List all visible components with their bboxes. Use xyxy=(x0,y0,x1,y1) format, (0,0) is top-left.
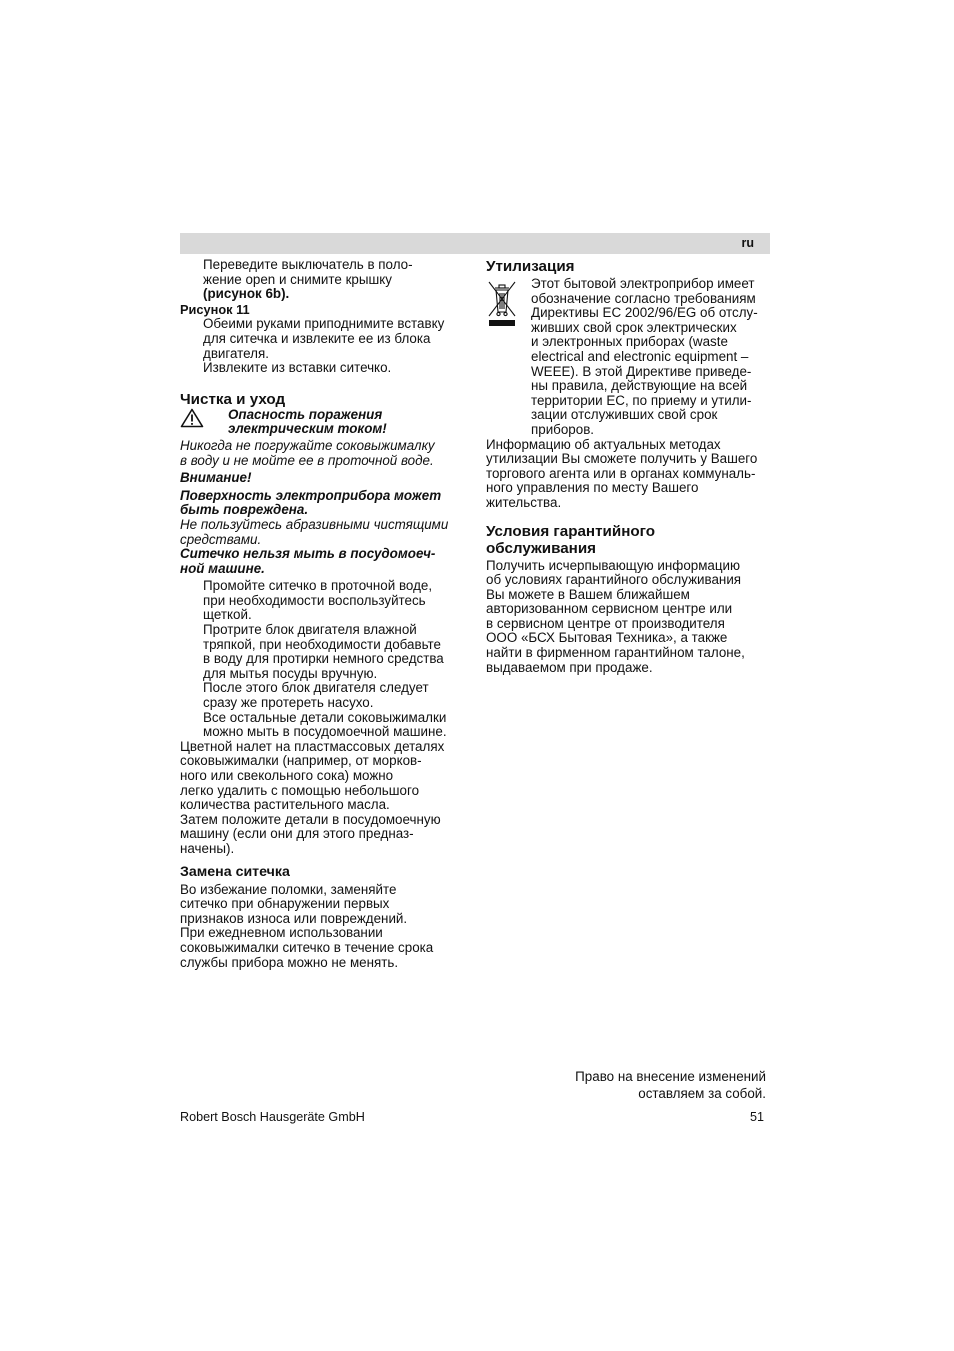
text-line: соковыжималки (например, от морков- xyxy=(180,753,422,769)
text-line: для мытья посуды вручную. xyxy=(203,665,378,681)
text-line: при необходимости воспользуйтесь xyxy=(203,592,426,608)
disposal-heading: Утилизация xyxy=(486,258,575,275)
text-line: легко удалить с помощью небольшого xyxy=(180,782,420,798)
text-line: ного или свекольного сока) можно xyxy=(180,768,394,783)
text-line: щеткой. xyxy=(203,607,252,623)
warning-triangle-icon xyxy=(180,408,204,428)
danger-warning xyxy=(180,408,470,437)
text-line: ситечко при обнаружении первых xyxy=(180,896,390,912)
text-line: авторизованном сервисном центре или xyxy=(486,601,733,617)
rights-note xyxy=(575,1068,766,1102)
text-line: зации отслуживших свой срок xyxy=(531,407,718,423)
left-column xyxy=(180,258,470,970)
text-line: жительства. xyxy=(486,494,562,510)
disposal-info xyxy=(486,438,776,511)
rights-note-line: оставляем за собой. xyxy=(638,1086,766,1101)
text-line: Никогда не погружайте соковыжималку xyxy=(180,437,435,453)
intro-line: жение open и снимите крышку xyxy=(203,271,392,287)
figure-11-steps xyxy=(180,317,470,375)
text-line: Директивы ЕС 2002/96/EG об отслу- xyxy=(531,305,758,321)
text-line: Обеими руками приподнимите вставку xyxy=(203,316,445,332)
no-abrasive-note xyxy=(180,518,470,547)
page-number: 51 xyxy=(749,1110,764,1124)
text-line: Информацию об актуальных методах xyxy=(486,436,721,452)
text-line: Не пользуйтесь абразивными чистящими xyxy=(180,516,449,532)
text-line: electrical and electronic equipment – xyxy=(531,348,749,364)
text-line: найти в фирменном гарантийном талоне, xyxy=(486,645,745,661)
cleaning-steps xyxy=(180,579,470,740)
text-line: быть повреждена. xyxy=(180,502,309,518)
text-line: ной машине. xyxy=(180,560,265,576)
text-line: Все остальные детали соковыжималки xyxy=(203,709,447,725)
text-line: выдаваемом при продаже. xyxy=(486,659,653,675)
warranty-heading-line: Условия гарантийного xyxy=(486,522,656,540)
text-line: Поверхность электроприбора может xyxy=(180,487,442,503)
company-name: Robert Bosch Hausgeräte GmbH xyxy=(180,1110,365,1124)
text-line: Ситечко нельзя мыть в посудомоеч- xyxy=(180,546,436,562)
text-line: для ситечка и извлеките ее из блока xyxy=(203,330,431,346)
text-line: об условиях гарантийного обслуживания xyxy=(486,572,742,588)
text-line: в воду для протирки немного средства xyxy=(203,651,444,667)
language-code: ru xyxy=(741,236,754,250)
text-line: ООО «БСХ Бытовая Техника», а также xyxy=(486,630,728,646)
cleaning-heading: Чистка и уход xyxy=(180,390,286,408)
text-line: утилизации Вы сможете получить у Вашего xyxy=(486,451,758,467)
danger-line: электрическим током! xyxy=(228,421,387,437)
text-line: Во избежание поломки, заменяйте xyxy=(180,881,397,897)
attention-label: Внимание! xyxy=(180,470,252,486)
text-line: Вы можете в Вашем ближайшем xyxy=(486,586,690,602)
text-line: обозначение согласно требованиям xyxy=(531,290,756,306)
text-line: количества растительного масла. xyxy=(180,797,390,813)
text-line: службы прибора можно не менять. xyxy=(180,954,399,970)
strainer-heading: Замена ситечка xyxy=(180,863,290,880)
text-line: средствами. xyxy=(180,531,262,547)
text-line: сразу же протереть насухо. xyxy=(203,695,374,711)
text-line: начены). xyxy=(180,840,235,856)
text-line: Извлеките из вставки ситечко. xyxy=(203,360,392,376)
warranty-heading xyxy=(486,523,776,557)
warranty-heading-line: обслуживания xyxy=(486,539,597,557)
header-bar xyxy=(180,233,770,254)
figure-11-label: Рисунок 11 xyxy=(180,301,250,317)
text-line: торгового агента или в органах коммуналь- xyxy=(486,465,756,481)
text-line: При ежедневном использовании xyxy=(180,925,383,941)
text-line: тряпкой, при необходимости добавьте xyxy=(203,636,441,652)
strainer-paragraph xyxy=(180,883,470,971)
text-line: машину (если они для этого предназ- xyxy=(180,826,414,842)
no-dishwasher-note xyxy=(180,547,470,576)
text-line: в воду и не мойте ее в проточной воде. xyxy=(180,452,434,468)
stains-paragraph xyxy=(180,740,470,857)
text-line: живших свой срок электрических xyxy=(531,319,737,335)
text-line: ны правила, действующие на всей xyxy=(531,378,748,394)
text-line: и электронных приборах (waste xyxy=(531,334,728,350)
text-line: двигателя. xyxy=(203,345,269,361)
text-line: Промойте ситечко в проточной воде, xyxy=(203,578,433,594)
danger-line: Опасность поражения xyxy=(228,406,383,422)
text-line: WEEE). В этой Директиве приведе- xyxy=(531,363,752,379)
text-line: соковыжималки ситечко в течение срока xyxy=(180,939,434,955)
intro-line: (рисунок 6b). xyxy=(203,286,290,302)
text-line: признаков износа или повреждений. xyxy=(180,910,408,926)
never-immerse-note xyxy=(180,439,470,468)
weee-block xyxy=(486,277,776,438)
text-line: Цветной налет на пластмассовых деталях xyxy=(180,738,445,754)
text-line: Получить исчерпывающую информацию xyxy=(486,557,741,573)
text-line: Затем положите детали в посудомоечную xyxy=(180,811,441,827)
text-line: можно мыть в посудомоечной машине. xyxy=(203,724,447,740)
text-line: в сервисном центре от производителя xyxy=(486,615,725,631)
weee-text xyxy=(531,277,758,438)
text-line: ного управления по месту Вашего xyxy=(486,480,699,496)
intro-step xyxy=(180,258,470,302)
right-column xyxy=(486,258,776,675)
text-line: После этого блок двигателя следует xyxy=(203,680,429,696)
intro-line: Переведите выключатель в поло- xyxy=(203,257,413,272)
text-line: приборов. xyxy=(531,421,595,437)
text-line: Этот бытовой электроприбор имеет xyxy=(531,276,755,291)
crossed-bin-icon xyxy=(486,278,518,330)
surface-damage-note xyxy=(180,489,470,518)
text-line: Протрите блок двигателя влажной xyxy=(203,622,417,638)
text-line: территории ЕС, по приему и утили- xyxy=(531,392,752,408)
warranty-paragraph xyxy=(486,559,776,676)
rights-note-line: Право на внесение изменений xyxy=(575,1069,766,1084)
